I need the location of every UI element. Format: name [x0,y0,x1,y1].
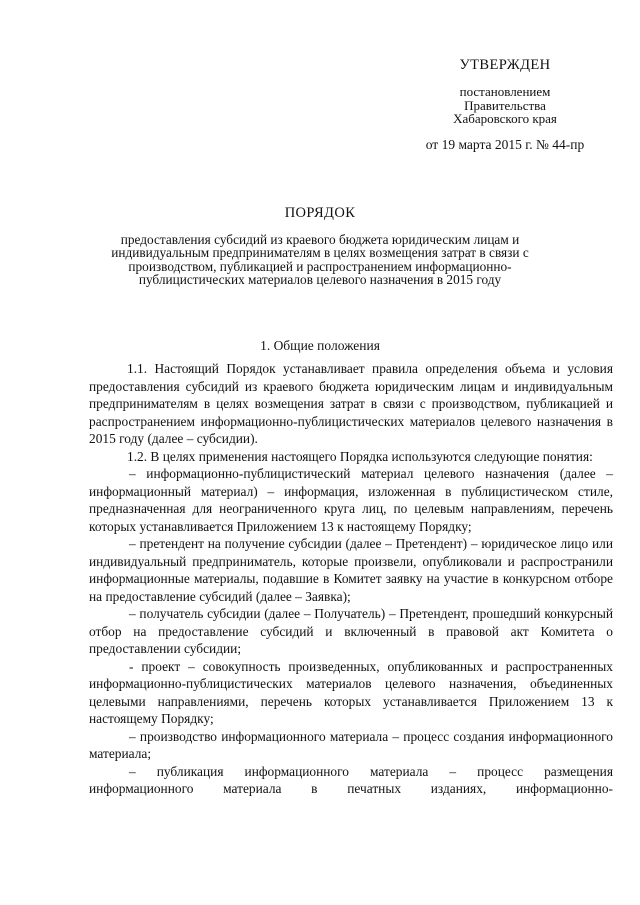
paragraph-1-1: 1.1. Настоящий Порядок устанавливает правила определения объема и условия предоставления субсидий из краевого бюджета юридическим лицам и индивидуальным предпринимателям в целях возмещения затрат в связи с производством, публикацией и распространением информационно-публицистических материалов целевого назначения в 2015 году (далее – субсидии). [89,361,613,446]
section-heading: 1. Общие положения [260,338,380,353]
section-body [89,360,613,798]
definition-project: - проект – совокупность произведенных, опубликованных и распространенных информационно-публицистических материалов целевого назначения, объединенных целевыми направлениями, перечень которых устанавливается Приложением 13 к настоящему Порядку; [89,658,613,726]
definition-applicant: – претендент на получение субсидии (далее – Претендент) – юридическое лицо или индивидуальный предприниматель, которые произвели, опубликовали и распространили информационные материалы, подавшие в Комитет заявку на участие в конкурсном отборе на предоставление субсидий (далее – Заявка); [89,536,613,604]
document-subtitle: предоставления субсидий из краевого бюджета юридическим лицам и индивидуальным предпринимателям в целях возмещения затрат в связи с производством, публикацией и распространением информационно-публицистических материалов целевого назначения в 2015 году [111,232,529,288]
approval-line-government: Правительства [464,97,546,113]
document-title: ПОРЯДОК [284,205,356,221]
approval-title: УТВЕРЖДЕН [459,57,551,73]
definition-information-material: – информационно-публицистический материал целевого назначения (далее – информационный материал) – информация, изложенная в публицистическом стиле, предназначенная для неограниченного круга лиц, по целевым направлениям, перечень которых устанавливается Приложением 13 к настоящему Порядку; [89,466,613,534]
approval-line-resolution: постановлением [459,84,551,99]
approval-date: от 19 марта 2015 г. № 44-пр [425,136,585,152]
approval-line-region: Хабаровского края [453,111,557,126]
definition-production: – производство информационного материала – процесс создания информационного материала; [89,728,613,761]
approval-stamp [405,57,605,151]
definition-publication: – публикация информационного материала – процесс размещения информационного материала в печатных изданиях, информационно- [89,763,613,796]
paragraph-1-2: 1.2. В целях применения настоящего Порядка используются следующие понятия: [127,448,593,464]
definition-recipient: – получатель субсидии (далее – Получатель) – Претендент, прошедший конкурсный отбор на предоставление субсидий и включенный в правовой акт Комитета о предоставлении субсидии; [89,606,613,656]
